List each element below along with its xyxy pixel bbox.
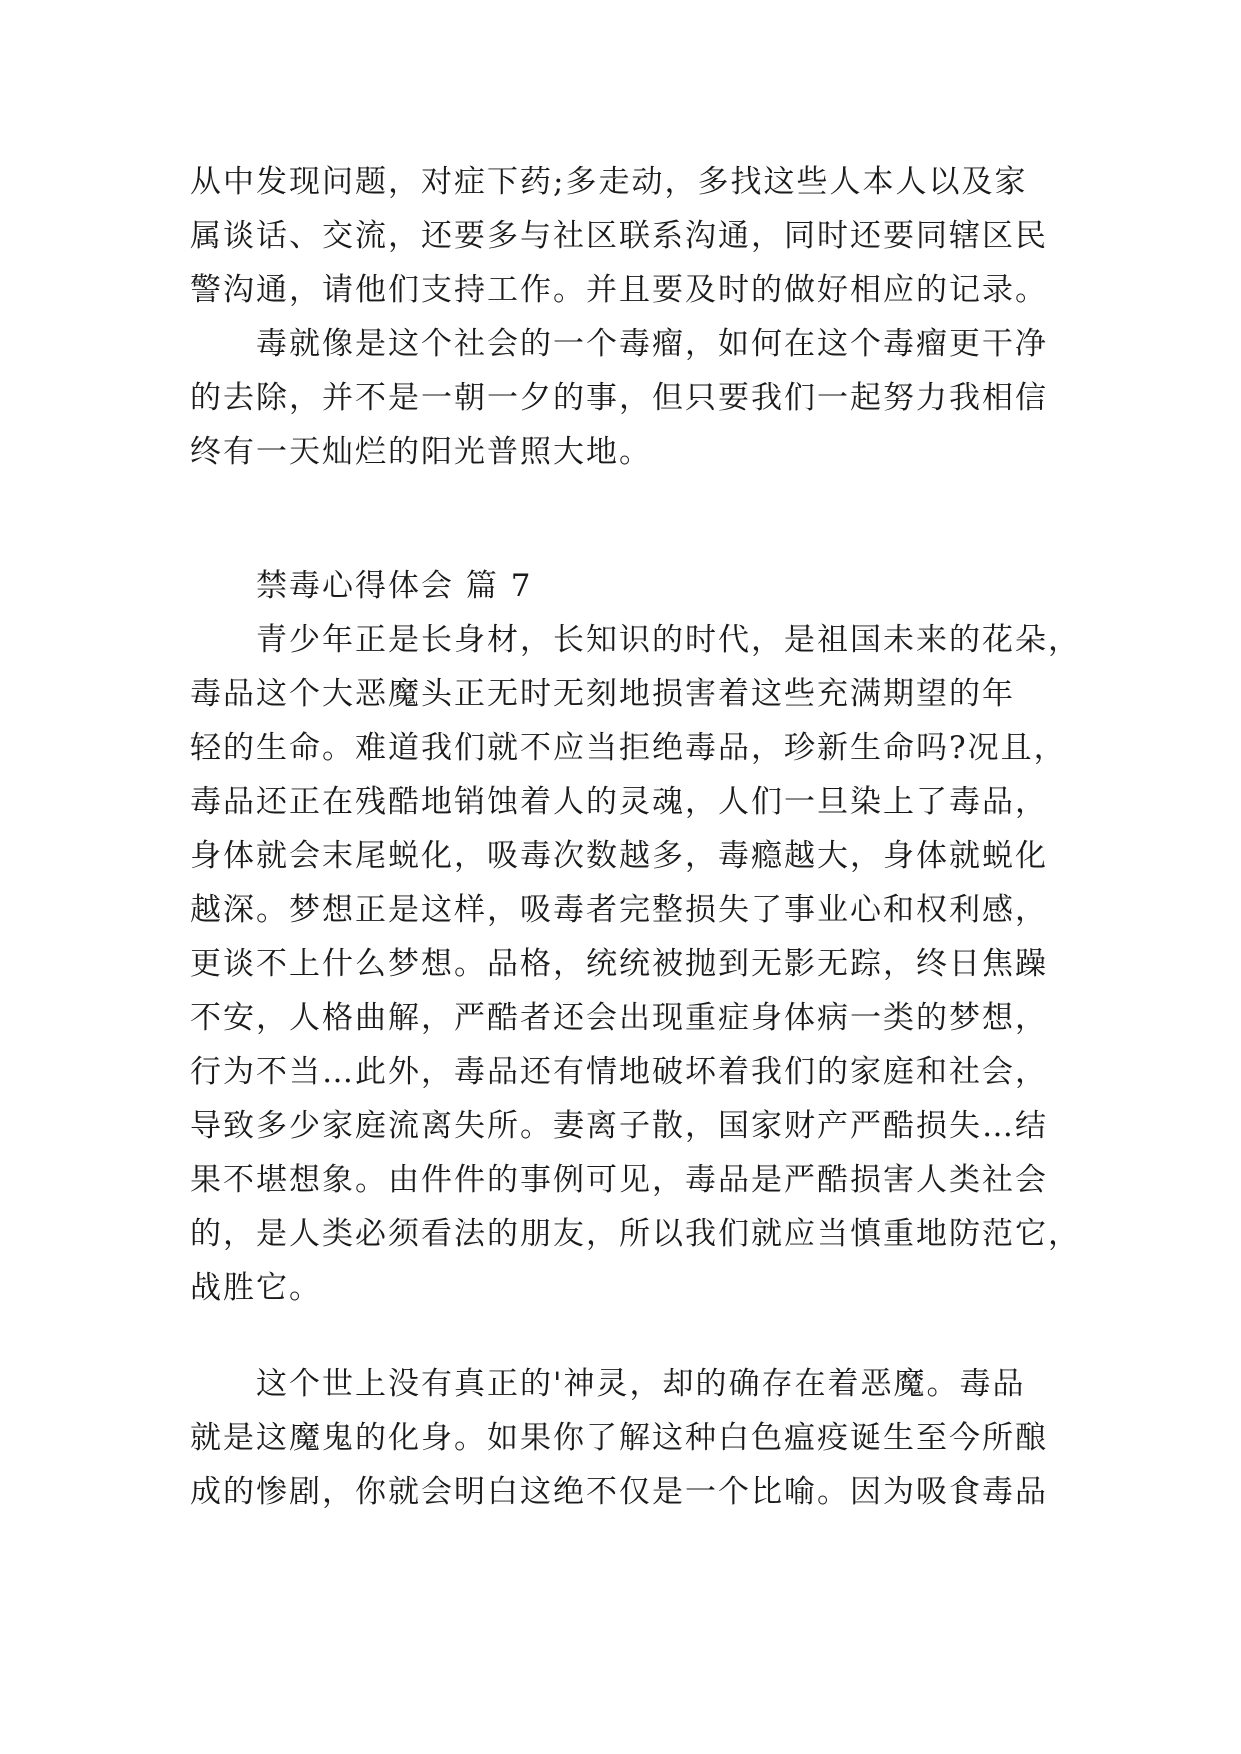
text-line: 不安，人格曲解，严酷者还会出现重症身体病一类的梦想， <box>190 1000 1048 1036</box>
text-line: 越深。梦想正是这样，吸毒者完整损失了事业心和权利感， <box>190 892 1048 928</box>
text-line: 就是这魔鬼的化身。如果你了解这种白色瘟疫诞生至今所酿 <box>190 1420 1048 1456</box>
text-line: 战胜它。 <box>190 1270 322 1306</box>
text-line: 轻的生命。难道我们就不应当拒绝毒品，珍新生命吗?况且， <box>190 730 1067 766</box>
text-line: 毒品还正在残酷地销蚀着人的灵魂，人们一旦染上了毒品， <box>190 784 1048 820</box>
text-line: 身体就会末尾蜕化，吸毒次数越多，毒瘾越大，身体就蜕化 <box>190 838 1048 874</box>
text-line: 属谈话、交流，还要多与社区联系沟通，同时还要同辖区民 <box>190 218 1048 254</box>
text-line: 终有一天灿烂的阳光普照大地。 <box>190 434 652 470</box>
text-line: 的去除，并不是一朝一夕的事，但只要我们一起努力我相信 <box>190 380 1048 416</box>
text-line: 导致多少家庭流离失所。妻离子散，国家财产严酷损失…结 <box>190 1108 1048 1144</box>
paragraph-first-line: 毒就像是这个社会的一个毒瘤，如何在这个毒瘤更干净 <box>256 326 1048 362</box>
section-heading: 禁毒心得体会 篇 7 <box>256 568 533 604</box>
text-line: 的，是人类必须看法的朋友，所以我们就应当慎重地防范它， <box>190 1216 1081 1252</box>
text-line: 成的惨剧，你就会明白这绝不仅是一个比喻。因为吸食毒品 <box>190 1474 1048 1510</box>
text-line: 果不堪想象。由件件的事例可见，毒品是严酷损害人类社会 <box>190 1162 1048 1198</box>
paragraph-first-line: 这个世上没有真正的'神灵，却的确存在着恶魔。毒品 <box>256 1366 1026 1402</box>
text-line: 从中发现问题，对症下药;多走动，多找这些人本人以及家 <box>190 164 1028 200</box>
text-line: 更谈不上什么梦想。品格，统统被抛到无影无踪，终日焦躁 <box>190 946 1048 982</box>
text-line: 行为不当…此外，毒品还有情地破坏着我们的家庭和社会， <box>190 1054 1048 1090</box>
paragraph-first-line: 青少年正是长身材，长知识的时代，是祖国未来的花朵， <box>256 622 1081 658</box>
text-line: 警沟通，请他们支持工作。并且要及时的做好相应的记录。 <box>190 272 1048 308</box>
text-line: 毒品这个大恶魔头正无时无刻地损害着这些充满期望的年 <box>190 676 1015 712</box>
